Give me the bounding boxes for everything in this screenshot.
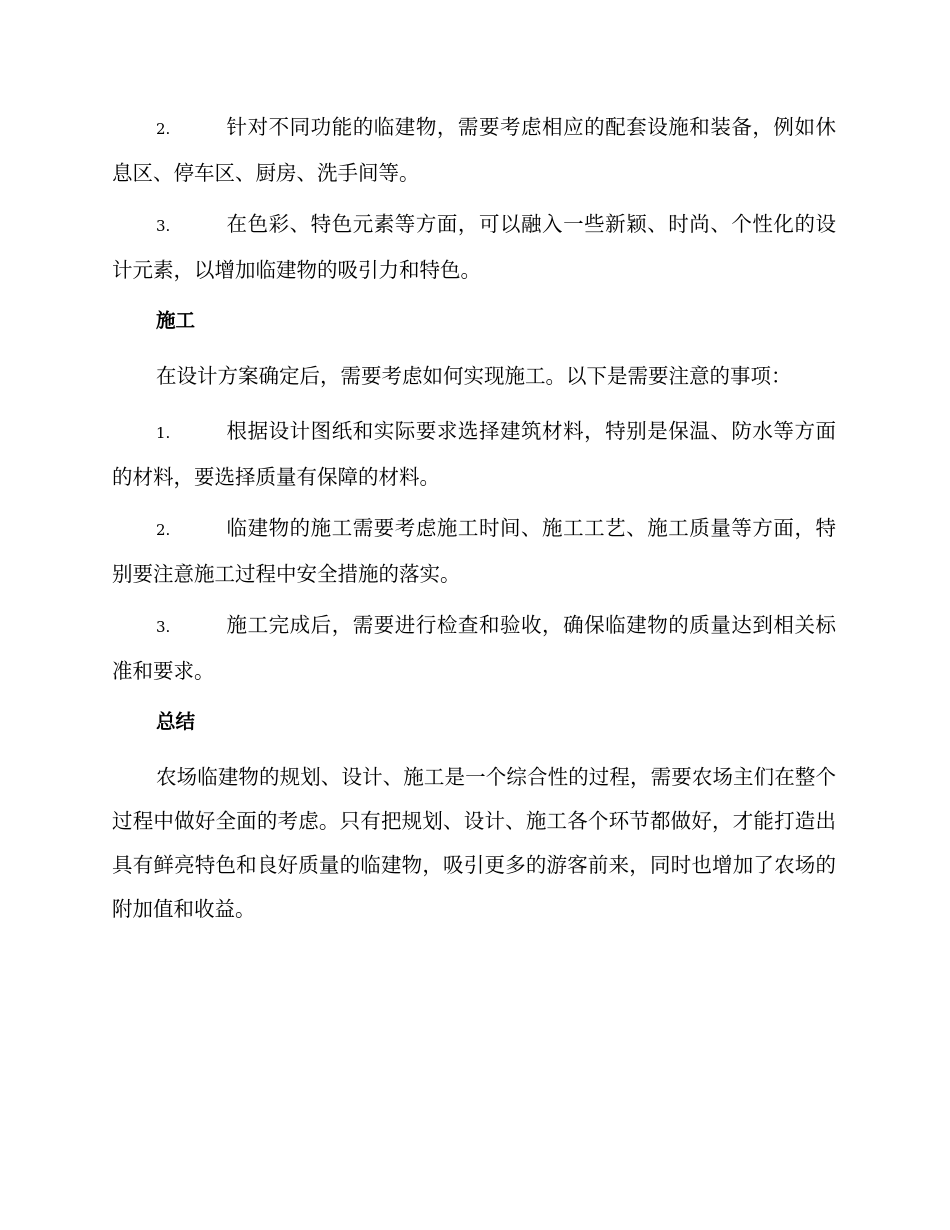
construction-intro: 在设计方案确定后，需要考虑如何实现施工。以下是需要注意的事项：: [156, 364, 792, 388]
list-text: 针对不同功能的临建物，需要考虑相应的配套设施和装备，例如休息区、停车区、厨房、洗手间等。: [112, 115, 836, 185]
design-list-item-3: [112, 202, 836, 292]
list-number: 1.: [156, 424, 171, 442]
list-number: 3.: [156, 217, 171, 235]
list-number: 3.: [156, 618, 171, 636]
construction-list-item-1: [112, 409, 836, 499]
list-text: 临建物的施工需要考虑施工时间、施工工艺、施工质量等方面，特别要注意施工过程中安全措施的落实。: [112, 516, 836, 586]
section-heading-construction: 施工: [156, 309, 196, 332]
list-number: 2.: [156, 521, 171, 539]
summary-heading-block: [112, 700, 836, 744]
summary-paragraph: 农场临建物的规划、设计、施工是一个综合性的过程，需要农场主们在整个过程中做好全面的考虑。只有把规划、设计、施工各个环节都做好，才能打造出具有鲜亮特色和良好质量的临建物，吸引更多的游客前来，同时也增加了农场的附加值和收益。: [112, 765, 836, 921]
list-text: 施工完成后，需要进行检查和验收，确保临建物的质量达到相关标准和要求。: [112, 613, 836, 683]
construction-heading-block: [112, 299, 836, 343]
list-number: 2.: [156, 120, 171, 138]
list-text: 根据设计图纸和实际要求选择建筑材料，特别是保温、防水等方面的材料，要选择质量有保障的材料。: [112, 419, 836, 489]
design-list-item-2: [112, 105, 836, 195]
summary-paragraph-block: [112, 755, 836, 931]
construction-list-item-2: [112, 506, 836, 596]
section-heading-summary: 总结: [156, 710, 196, 733]
construction-intro-block: [112, 354, 836, 398]
construction-list-item-3: [112, 603, 836, 693]
list-text: 在色彩、特色元素等方面，可以融入一些新颖、时尚、个性化的设计元素，以增加临建物的吸引力和特色。: [112, 212, 836, 282]
